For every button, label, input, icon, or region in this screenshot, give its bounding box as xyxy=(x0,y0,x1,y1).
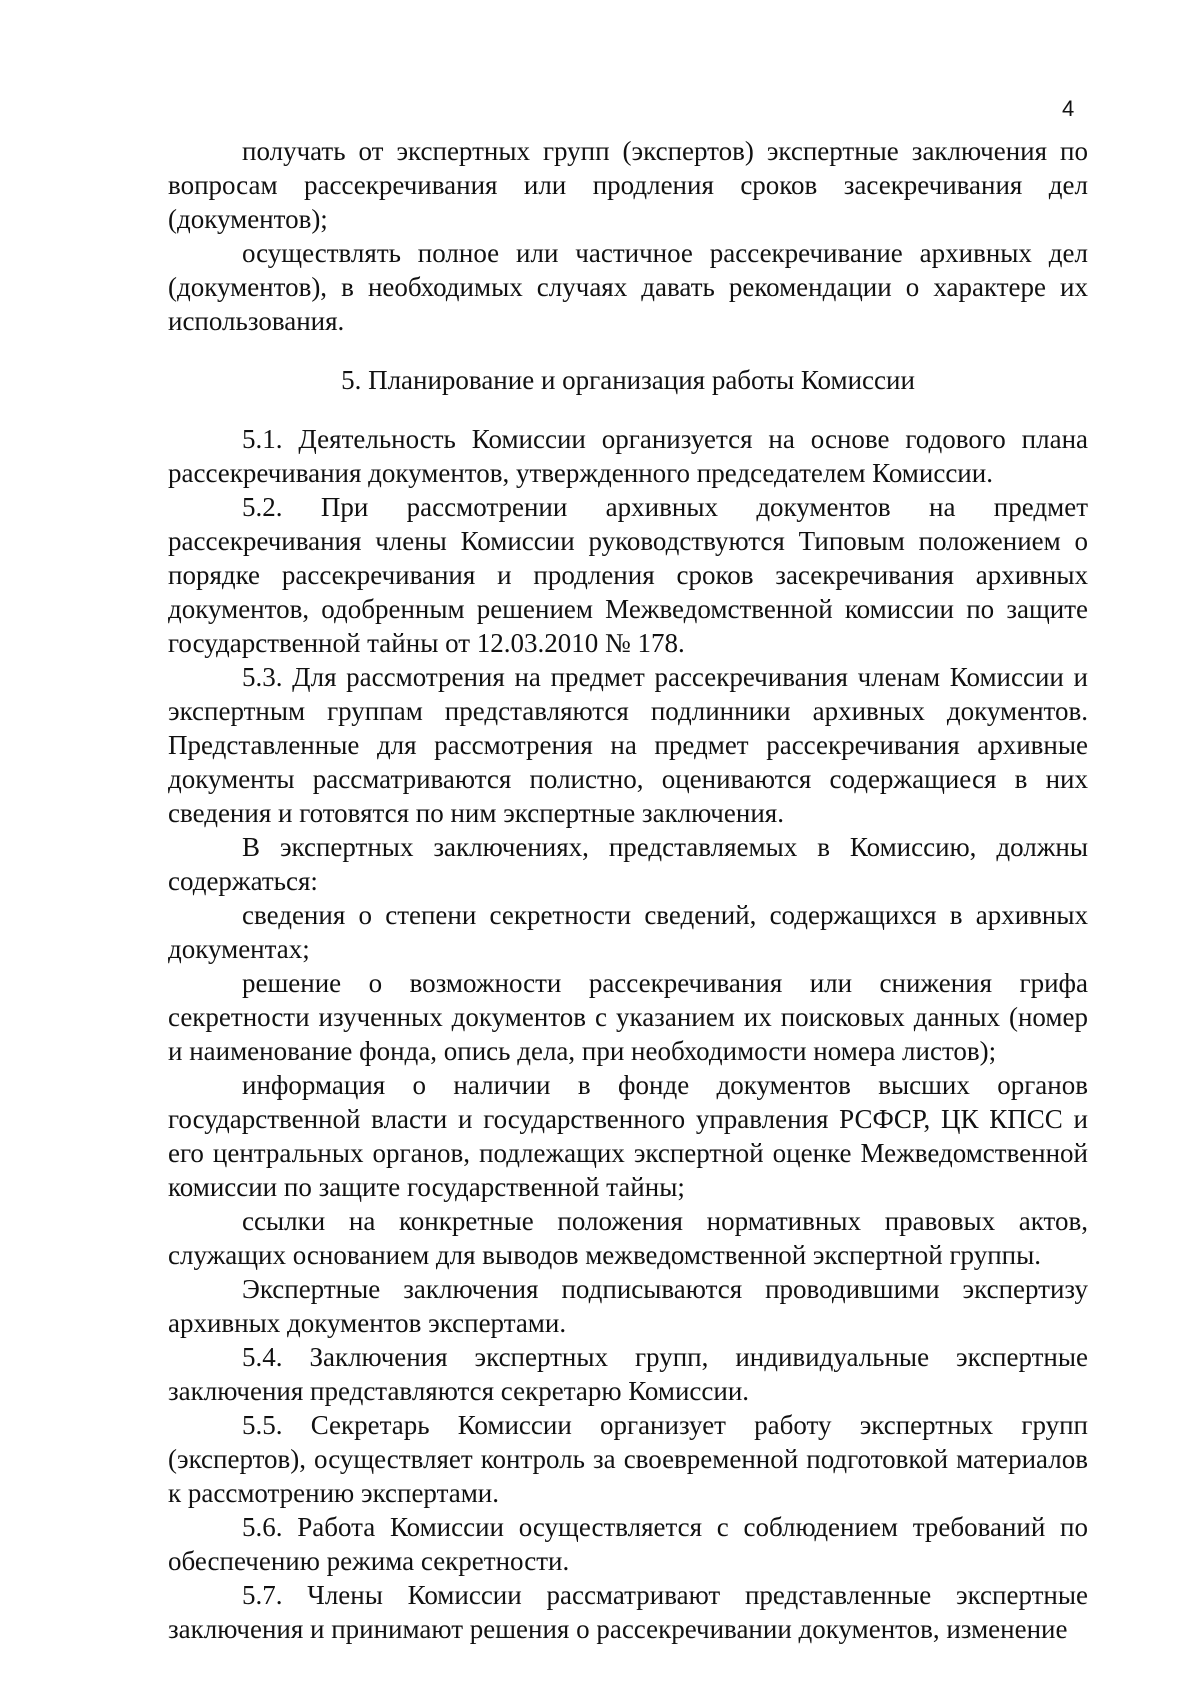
paragraph-5-4: 5.4. Заключения экспертных групп, индивидуальные экспертные заключения представляются секретарю Комиссии. xyxy=(168,1342,1088,1406)
paragraph-5-7: 5.7. Члены Комиссии рассматривают представленные экспертные заключения и принимают решения о рассекречивании документов, изменение xyxy=(168,1580,1088,1644)
paragraph: В экспертных заключениях, представляемых в Комиссию, должны содержаться: xyxy=(168,832,1088,896)
paragraph-5-2: 5.2. При рассмотрении архивных документов на предмет рассекречивания члены Комиссии руководствуются Типовым положением о порядке рассекречивания и продления сроков засекречивания архивных документов, одобренным решением Межведомственной комиссии по защите государственной тайны от 12.03.2010 № 178. xyxy=(168,492,1088,658)
paragraph-5-6: 5.6. Работа Комиссии осуществляется с соблюдением требований по обеспечению режима секретности. xyxy=(168,1512,1088,1576)
list-item: информация о наличии в фонде документов высших органов государственной власти и государственного управления РСФСР, ЦК КПСС и его центральных органов, подлежащих экспертной оценке Межведомственной комиссии по защите государственной тайны; xyxy=(168,1070,1088,1202)
list-item: ссылки на конкретные положения нормативных правовых актов, служащих основанием для выводов межведомственной экспертной группы. xyxy=(168,1206,1088,1270)
section-heading: 5. Планирование и организация работы Комиссии xyxy=(341,365,915,395)
paragraph: осуществлять полное или частичное рассекречивание архивных дел (документов), в необходимых случаях давать рекомендации о характере их использования. xyxy=(168,238,1088,336)
document-body xyxy=(168,134,1088,1646)
list-item: решение о возможности рассекречивания или снижения грифа секретности изученных документов с указанием их поисковых данных (номер и наименование фонда, опись дела, при необходимости номера листов); xyxy=(168,968,1088,1066)
paragraph: получать от экспертных групп (экспертов) экспертные заключения по вопросам рассекречивания или продления сроков засекречивания дел (документов); xyxy=(168,136,1088,234)
paragraph-5-1: 5.1. Деятельность Комиссии организуется на основе годового плана рассекречивания документов, утвержденного председателем Комиссии. xyxy=(168,424,1088,488)
paragraph-5-3: 5.3. Для рассмотрения на предмет рассекречивания членам Комиссии и экспертным группам представляются подлинники архивных документов. Представленные для рассмотрения на предмет рассекречивания архивные документы рассматриваются полистно, оцениваются содержащиеся в них сведения и готовятся по ним экспертные заключения. xyxy=(168,662,1088,828)
paragraph-5-5: 5.5. Секретарь Комиссии организует работу экспертных групп (экспертов), осуществляет контроль за своевременной подготовкой материалов к рассмотрению экспертами. xyxy=(168,1410,1088,1508)
list-item: сведения о степени секретности сведений, содержащихся в архивных документах; xyxy=(168,900,1088,964)
paragraph: Экспертные заключения подписываются проводившими экспертизу архивных документов экспертами. xyxy=(168,1274,1088,1338)
page-number: 4 xyxy=(1062,96,1075,121)
